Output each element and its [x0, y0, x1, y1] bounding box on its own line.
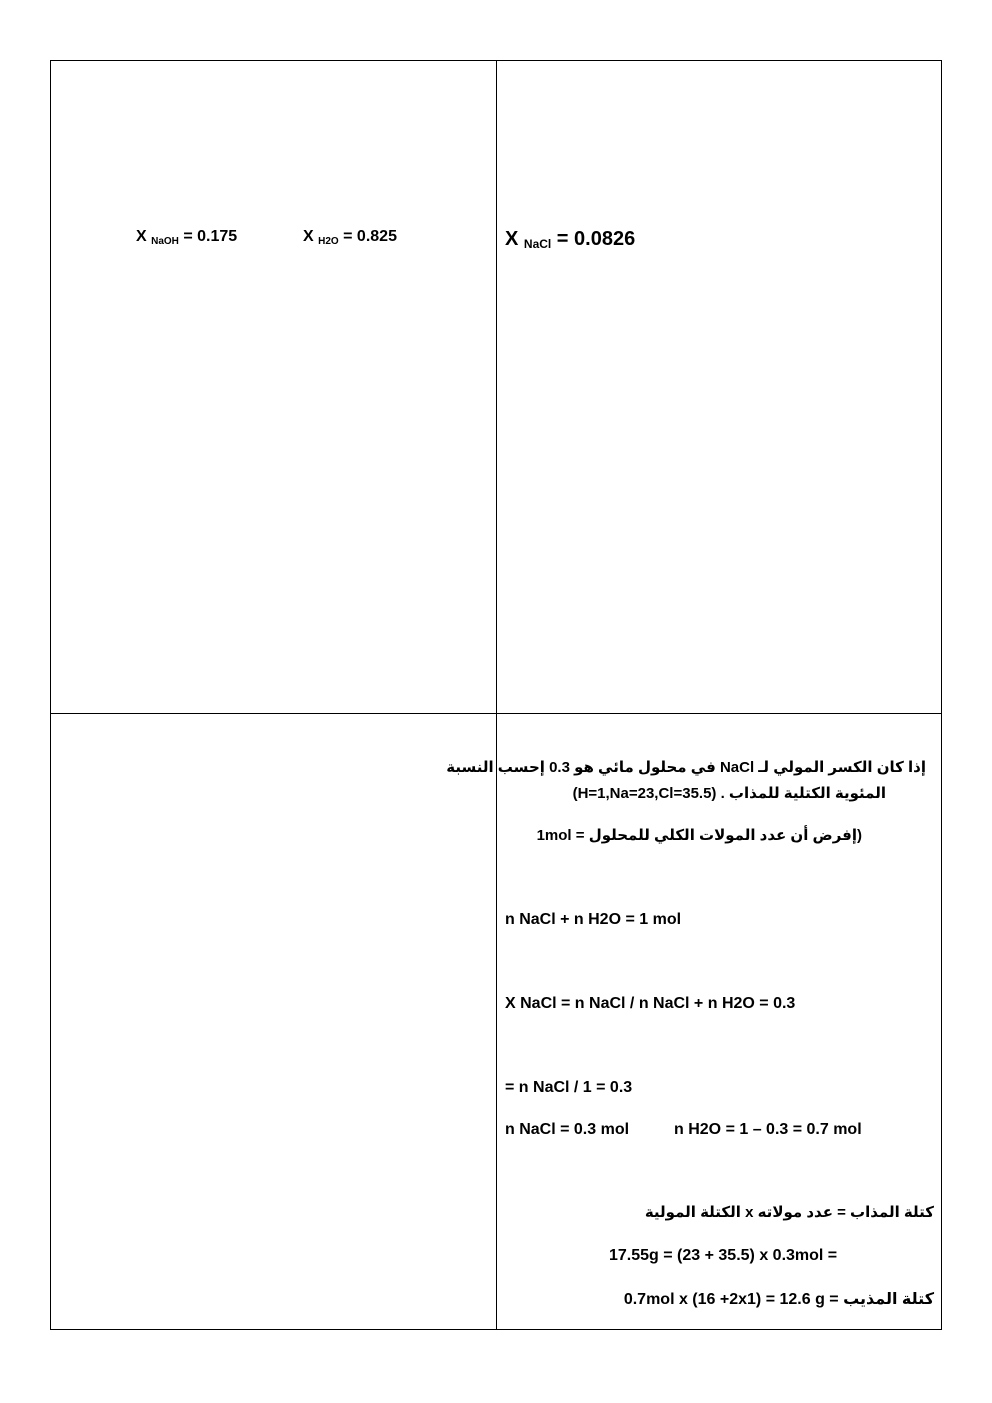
equation-simplified: = n NaCl / 1 = 0.3 — [505, 1079, 633, 1096]
table-divider-vertical — [496, 60, 497, 1330]
mole-fraction-symbol: X — [136, 228, 147, 245]
table-divider-horizontal — [50, 713, 942, 714]
mole-fraction-h2o — [303, 228, 397, 247]
mole-fraction-subscript: NaCl — [523, 237, 552, 251]
mole-fraction-subscript: H2O — [318, 236, 339, 247]
mole-fraction-value: = 0.0826 — [551, 228, 636, 250]
mole-fraction-naoh — [136, 228, 237, 247]
document-table — [50, 60, 942, 1330]
mass-solute-calculation: 17.55g = (23 + 35.5) x 0.3mol = — [609, 1247, 838, 1264]
table-border-top — [50, 60, 942, 61]
mole-fraction-value: = 0.175 — [178, 228, 238, 245]
mole-fraction-nacl — [505, 228, 635, 251]
mole-fraction-subscript: NaOH — [151, 236, 179, 247]
table-border-left — [50, 60, 51, 1330]
table-border-right — [941, 60, 942, 1330]
question-line-1: إذا كان الكسر المولي لـ NaCl في محلول مائي هو 0.3 إحسب النسبة — [446, 759, 926, 776]
equation-moles-h2o: n H2O = 1 – 0.3 = 0.7 mol — [674, 1121, 862, 1138]
mass-rule: كتلة المذاب = عدد مولاته x الكتلة المولية — [644, 1204, 934, 1221]
question-line-2: المئوية الكتلية للمذاب . (H=1,Na=23,Cl=35.5) — [572, 785, 886, 802]
equation-total-moles: n NaCl + n H2O = 1 mol — [505, 911, 682, 928]
mole-fraction-value: = 0.825 — [338, 228, 397, 245]
mass-solvent-calculation: كتلة المذيب = 0.7mol x (16 +2x1) = 12.6 g — [623, 1291, 934, 1308]
assumption-line: (إفرض أن عدد المولات الكلي للمحلول = 1mol — [536, 827, 862, 844]
equation-mole-fraction: X NaCl = n NaCl / n NaCl + n H2O = 0.3 — [505, 995, 796, 1012]
table-border-bottom — [50, 1329, 942, 1330]
mole-fraction-symbol: X — [505, 228, 519, 250]
equation-moles-nacl: n NaCl = 0.3 mol — [505, 1121, 630, 1138]
mole-fraction-symbol: X — [303, 228, 314, 245]
